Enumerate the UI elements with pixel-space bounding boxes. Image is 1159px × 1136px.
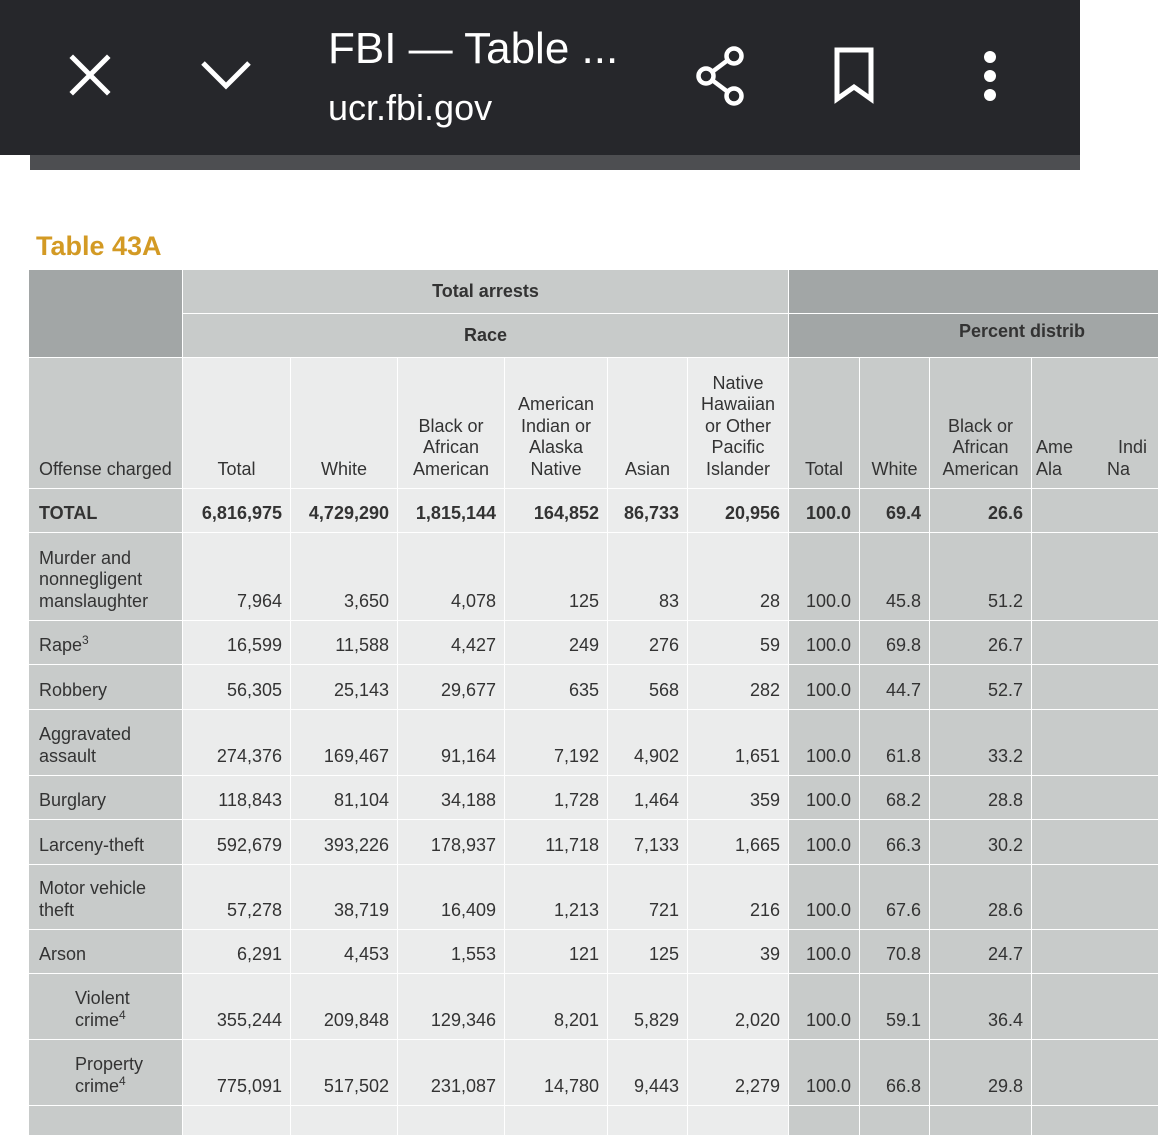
col-header-aian: American Indian or Alaska Native <box>505 358 608 489</box>
cell-asian: 5,829 <box>608 974 688 1040</box>
cell-aian: 121 <box>505 930 608 974</box>
cell-pct-total: 100.0 <box>789 865 860 930</box>
cell-nhopi: 1,651 <box>688 710 789 776</box>
cell-total: 57,278 <box>183 865 291 930</box>
chevron-down-icon <box>200 60 252 90</box>
table-row <box>29 974 1159 1040</box>
cell-total: 592,679 <box>183 820 291 865</box>
cell-white: 3,650 <box>291 533 398 621</box>
cell-aian: 164,852 <box>505 489 608 533</box>
table-row <box>29 665 1159 710</box>
group-header-total-arrests: Total arrests <box>183 270 789 314</box>
cell-nhopi: 59 <box>688 621 789 665</box>
table-row <box>29 776 1159 820</box>
cell-total: 355,244 <box>183 974 291 1040</box>
more-options-button[interactable] <box>970 48 1010 104</box>
group-header-percent: Percent distrib <box>959 320 1086 341</box>
cell-white: 11,588 <box>291 621 398 665</box>
close-button[interactable] <box>60 50 120 100</box>
cell-asian: 83 <box>608 533 688 621</box>
cell-pct-white: 61.8 <box>860 710 930 776</box>
cell-pct-black: 29.8 <box>930 1040 1032 1106</box>
table-row <box>29 621 1159 665</box>
cell-nhopi: 2,279 <box>688 1040 789 1106</box>
share-button[interactable] <box>690 44 750 108</box>
cell-pct-white: 45.8 <box>860 533 930 621</box>
cell-pct-black: 24.7 <box>930 930 1032 974</box>
col-header-white: White <box>291 358 398 489</box>
cell-black: 34,188 <box>398 776 505 820</box>
cell-aian: 1,213 <box>505 865 608 930</box>
offense-cell: TOTAL <box>29 489 183 533</box>
cell-pct-black: 26.7 <box>930 621 1032 665</box>
cell-aian: 1,728 <box>505 776 608 820</box>
cell-pct-total: 100.0 <box>789 930 860 974</box>
page-edge-divider <box>30 155 1080 170</box>
cell-pct-aian <box>1032 930 1159 974</box>
offense-cell: Violent crime$^4$ <box>29 974 183 1040</box>
offense-cell: Robbery <box>29 665 183 710</box>
col-header-total: Total <box>183 358 291 489</box>
footnote-marker: 3 <box>82 632 89 647</box>
page-url: ucr.fbi.gov <box>328 87 493 128</box>
cell-total: 6,291 <box>183 930 291 974</box>
table-row <box>29 710 1159 776</box>
cell-aian: 8,201 <box>505 974 608 1040</box>
cell-pct-aian <box>1032 665 1159 710</box>
arrests-table <box>28 269 1159 1136</box>
group-header-blank <box>789 270 1159 314</box>
cell-nhopi: 2,020 <box>688 974 789 1040</box>
col-header-percent-total: Total <box>789 358 860 489</box>
cell-pct-aian <box>1032 533 1159 621</box>
col-header-percent-aian: Ame Indi Ala Na <box>1032 358 1159 489</box>
cell-white: 209,848 <box>291 974 398 1040</box>
cell-pct-black: 33.2 <box>930 710 1032 776</box>
offense-cell: Aggravated assault <box>29 710 183 776</box>
cell-nhopi: 216 <box>688 865 789 930</box>
offense-cell: Larceny-theft <box>29 820 183 865</box>
cell-asian: 125 <box>608 930 688 974</box>
cell-aian: 7,192 <box>505 710 608 776</box>
cell-pct-black: 28.6 <box>930 865 1032 930</box>
table-row <box>29 533 1159 621</box>
cell-black: 1,815,144 <box>398 489 505 533</box>
cell-pct-white: 44.7 <box>860 665 930 710</box>
cell-pct-aian <box>1032 776 1159 820</box>
offense-cell: Rape$^3$ <box>29 621 183 665</box>
group-header-race: Race <box>183 314 789 358</box>
cell-pct-aian <box>1032 489 1159 533</box>
cell-asian: 4,902 <box>608 710 688 776</box>
cell-pct-white: 69.8 <box>860 621 930 665</box>
cell-pct-total: 100.0 <box>789 776 860 820</box>
cell-black: 91,164 <box>398 710 505 776</box>
corner-header <box>29 270 183 358</box>
cell-pct-black: 52.7 <box>930 665 1032 710</box>
cell-nhopi: 359 <box>688 776 789 820</box>
cell-nhopi: 28 <box>688 533 789 621</box>
cell-pct-white: 66.8 <box>860 1040 930 1106</box>
cell-pct-black: 28.8 <box>930 776 1032 820</box>
cell-white: 393,226 <box>291 820 398 865</box>
cell-total: 775,091 <box>183 1040 291 1106</box>
cell-nhopi: 39 <box>688 930 789 974</box>
table-row <box>29 1040 1159 1106</box>
col-header-asian: Asian <box>608 358 688 489</box>
close-icon <box>70 55 110 95</box>
cell-aian: 11,718 <box>505 820 608 865</box>
cell-aian: 249 <box>505 621 608 665</box>
more-vert-icon <box>982 51 998 101</box>
browser-toolbar <box>0 0 1080 155</box>
cell-pct-black: 26.6 <box>930 489 1032 533</box>
cell-white: 38,719 <box>291 865 398 930</box>
table-row <box>29 930 1159 974</box>
offense-cell: Motor vehicle theft <box>29 865 183 930</box>
cell-pct-black: 51.2 <box>930 533 1032 621</box>
cell-pct-white: 59.1 <box>860 974 930 1040</box>
cell-black: 1,553 <box>398 930 505 974</box>
cell-pct-total: 100.0 <box>789 1040 860 1106</box>
cell-black: 178,937 <box>398 820 505 865</box>
cell-black: 4,078 <box>398 533 505 621</box>
cell-pct-aian <box>1032 974 1159 1040</box>
offense-cell: Arson <box>29 930 183 974</box>
col-header-percent-black: Black or African American <box>930 358 1032 489</box>
cell-pct-black: 30.2 <box>930 820 1032 865</box>
cell-aian: 125 <box>505 533 608 621</box>
col-header-black: Black or African American <box>398 358 505 489</box>
cell-black: 29,677 <box>398 665 505 710</box>
cell-asian: 86,733 <box>608 489 688 533</box>
cell-total: 16,599 <box>183 621 291 665</box>
cell-pct-white: 67.6 <box>860 865 930 930</box>
cell-pct-total: 100.0 <box>789 665 860 710</box>
cell-aian: 14,780 <box>505 1040 608 1106</box>
cell-white: 517,502 <box>291 1040 398 1106</box>
cell-nhopi: 282 <box>688 665 789 710</box>
offense-cell: Murder and nonnegligent manslaughter <box>29 533 183 621</box>
cell-pct-total: 100.0 <box>789 533 860 621</box>
cell-asian: 568 <box>608 665 688 710</box>
cell-black: 4,427 <box>398 621 505 665</box>
cell-pct-total: 100.0 <box>789 820 860 865</box>
table-row <box>29 1106 1159 1136</box>
cell-pct-aian <box>1032 865 1159 930</box>
cell-white: 81,104 <box>291 776 398 820</box>
cell-aian: 635 <box>505 665 608 710</box>
cell-nhopi: 1,665 <box>688 820 789 865</box>
cell-white: 4,453 <box>291 930 398 974</box>
footnote-marker: 4 <box>119 1073 126 1088</box>
offense-cell: Burglary <box>29 776 183 820</box>
cell-pct-black: 36.4 <box>930 974 1032 1040</box>
cell-pct-total: 100.0 <box>789 489 860 533</box>
offense-cell: Property crime$^4$ <box>29 1040 183 1106</box>
cell-pct-white: 66.3 <box>860 820 930 865</box>
data-table-container[interactable] <box>28 269 1148 1115</box>
cell-black: 129,346 <box>398 974 505 1040</box>
share-icon <box>693 46 747 106</box>
cell-pct-total: 100.0 <box>789 974 860 1040</box>
cell-pct-aian <box>1032 710 1159 776</box>
cell-asian: 1,464 <box>608 776 688 820</box>
cell-asian: 9,443 <box>608 1040 688 1106</box>
cell-asian: 276 <box>608 621 688 665</box>
cell-pct-aian <box>1032 1040 1159 1106</box>
cell-pct-total: 100.0 <box>789 621 860 665</box>
cell-pct-aian <box>1032 820 1159 865</box>
table-title: Table 43A <box>36 231 162 261</box>
cell-total: 56,305 <box>183 665 291 710</box>
footnote-marker: 4 <box>119 1007 126 1022</box>
bookmark-button[interactable] <box>826 46 882 104</box>
minimize-button[interactable] <box>196 55 256 95</box>
cell-black: 231,087 <box>398 1040 505 1106</box>
col-header-nhopi: Native Hawaiian or Other Pacific Islander <box>688 358 789 489</box>
table-row <box>29 820 1159 865</box>
cell-pct-aian <box>1032 621 1159 665</box>
cell-black: 16,409 <box>398 865 505 930</box>
cell-total: 6,816,975 <box>183 489 291 533</box>
cell-total: 7,964 <box>183 533 291 621</box>
cell-asian: 721 <box>608 865 688 930</box>
col-header-percent-white: White <box>860 358 930 489</box>
cell-pct-white: 69.4 <box>860 489 930 533</box>
cell-white: 4,729,290 <box>291 489 398 533</box>
bookmark-icon <box>832 47 876 103</box>
cell-nhopi: 20,956 <box>688 489 789 533</box>
cell-white: 25,143 <box>291 665 398 710</box>
cell-pct-white: 68.2 <box>860 776 930 820</box>
cell-asian: 7,133 <box>608 820 688 865</box>
table-row <box>29 865 1159 930</box>
table-row <box>29 489 1159 533</box>
cell-total: 118,843 <box>183 776 291 820</box>
cell-white: 169,467 <box>291 710 398 776</box>
cell-pct-white: 70.8 <box>860 930 930 974</box>
page-title: FBI — Table ... <box>328 24 619 73</box>
col-header-offense: Offense charged <box>29 358 183 489</box>
cell-total: 274,376 <box>183 710 291 776</box>
cell-pct-total: 100.0 <box>789 710 860 776</box>
